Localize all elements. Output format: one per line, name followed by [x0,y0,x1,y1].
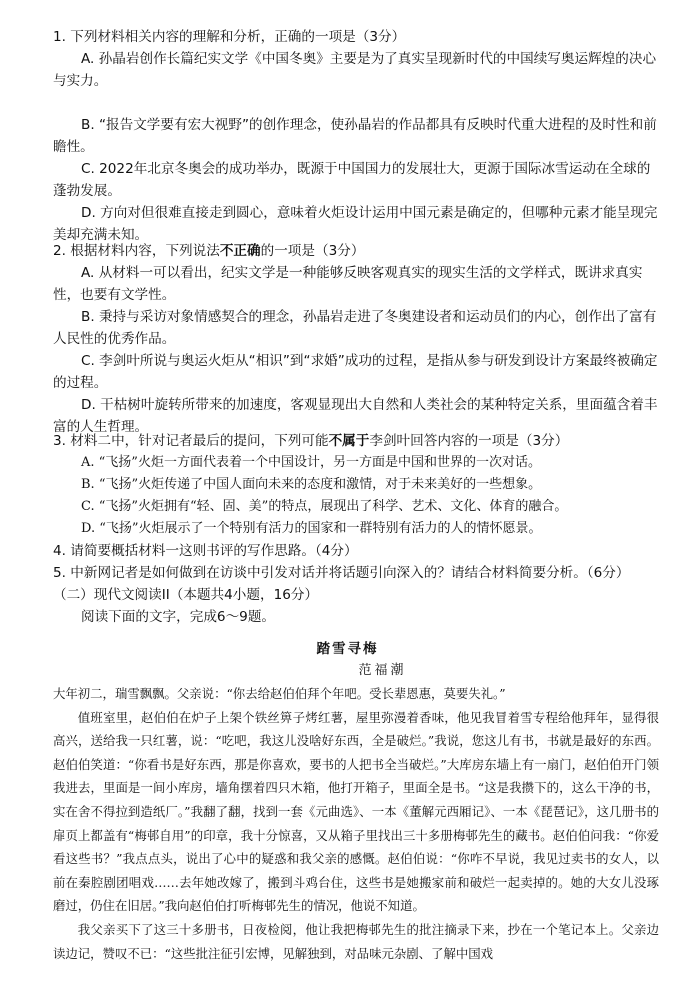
question-1-stem: 1. 下列材料相关内容的理解和分析，正确的一项是（3分） [53,29,406,45]
question-3-option-c: C. “飞扬”火炬拥有“轻、固、美”的特点，展现出了科学、艺术、文化、体育的融合。 [81,499,568,514]
question-4-stem: 4. 请简要概括材料一这则书评的写作思路。（4分） [53,543,358,559]
question-2-stem-emphasis: 不正确 [219,243,261,259]
question-2-option-c: C. 李剑叶所说与奥运火炬从“相识”到“求婚”成功的过程，是指从参与研发到设计方案最终被确定的过程。 [53,353,658,391]
question-3-stem-emphasis: 不属于 [328,433,370,449]
question-1-option-d: D. 方向对但很难直接走到圆心，意味着火炬设计运用中国元素是确定的，但哪种元素才能呈现完美却充满未知。 [53,205,658,243]
question-5-stem: 5. 中新网记者是如何做到在访谈中引发对话并将话题引向深入的？请结合材料简要分析。（6分） [53,565,630,581]
question-3-option-a: A. “飞扬”火炬一方面代表着一个中国设计，另一方面是中国和世界的一次对话。 [81,455,541,470]
passage-author: 范福潮 [358,663,407,678]
question-2-stem-after: 的一项是（3分） [260,243,365,259]
passage-paragraph-1: 大年初二，瑞雪飘飘。父亲说：“你去给赵伯伯拜个年吧。受长辈恩惠，莫要失礼。” [53,686,506,701]
question-2-stem [53,240,659,262]
passage-paragraph-3: 我父亲买下了这三十多册书，日夜检阅，他让我把梅邨先生的批注摘录下来，抄在一个笔记本上。父亲边读边记，赞叹不已：“这些批注征引宏博，见解独到，对品味元杂剧、了解中国戏 [53,921,659,961]
passage-paragraph-2: 值班室里，赵伯伯在炉子上架个铁丝箅子烤红薯，屋里弥漫着香味，他见我冒着雪专程给他拜年，显得很高兴，送给我一只红薯，说：“吃吧，我这儿没啥好东西，全是破烂。”我说，您这儿有书，书就是最好的东西。赵伯伯笑道：“你看书是好东西，那是你喜欢，要书的人把书全当破烂。”大库房东墙上有一扇门，赵伯伯开门领我进去，里面是一间小库房，墙角摆着四只木箱，他打开箱子，里面全是书。“这是我攒下的，这么干净的书，实在舍不得拉到造纸厂。”我翻了翻，找到一套《元曲选》、一本《董解元西厢记》、一本《琵琶记》，这几册书的扉页上都盖有“梅邨自用”的印章，我十分惊喜，又从箱子里找出三十多册梅邨先生的藏书。赵伯伯问我：“你爱看这些书？”我点点头，说出了心中的疑惑和我父亲的感慨。赵伯伯说：“你咋不早说，我见过卖书的女人，以前在秦腔剧团唱戏……去年她改嫁了，搬到斗鸡台住，这些书是她搬家前和破烂一起卖掉的。她的大女儿没琢磨过，仍住在旧居。”我向赵伯伯打听梅邨先生的情况，他说不知道。 [53,709,659,914]
question-3-stem-after: 李剑叶回答内容的一项是（3分） [369,433,569,449]
question-2-option-d: D. 干枯树叶旋转所带来的加速度，客观显现出大自然和人类社会的某种特定关系，里面蕴含着丰富的人生哲理。 [53,397,658,435]
question-3-option-b: B. “飞扬”火炬传递了中国人面向未来的态度和激情，对于未来美好的一些想象。 [81,477,542,492]
passage-body [53,682,659,965]
question-1-option-a: A. 孙晶岩创作长篇纪实文学《中国冬奥》主要是为了真实呈现新时代的中国续写奥运辉煌的决心与实力。 [53,51,657,89]
question-2-stem-before: 2. 根据材料内容，下列说法 [53,243,220,259]
question-3-stem-before: 3. 材料二中，针对记者最后的提问，下列可能 [53,433,329,449]
question-2-option-b: B. 秉持与采访对象情感契合的理念，孙晶岩走进了冬奥建设者和运动员们的内心，创作出了富有人民性的优秀作品。 [53,309,657,347]
passage-title: 踏雪寻梅 [316,641,379,657]
section-heading: （二）现代文阅读II（本题共4小题，16分） [53,587,319,603]
section-instruction: 阅读下面的文字，完成6～9题。 [81,609,276,625]
question-3-option-d: D. “飞扬”火炬展示了一个特别有活力的国家和一群特别有活力的人的情怀愿景。 [81,521,542,536]
question-2-option-a: A. 从材料一可以看出，纪实文学是一种能够反映客观真实的现实生活的文学样式，既讲求真实性，也要有文学性。 [53,265,643,303]
question-1-option-b: B. “报告文学要有宏大视野”的创作理念，使孙晶岩的作品都具有反映时代重大进程的及时性和前瞻性。 [53,117,657,155]
question-3-stem [53,430,659,452]
question-1-option-c: C. 2022年北京冬奥会的成功举办，既源于中国国力的发展壮大，更源于国际冰雪运动在全球的蓬勃发展。 [53,161,651,199]
